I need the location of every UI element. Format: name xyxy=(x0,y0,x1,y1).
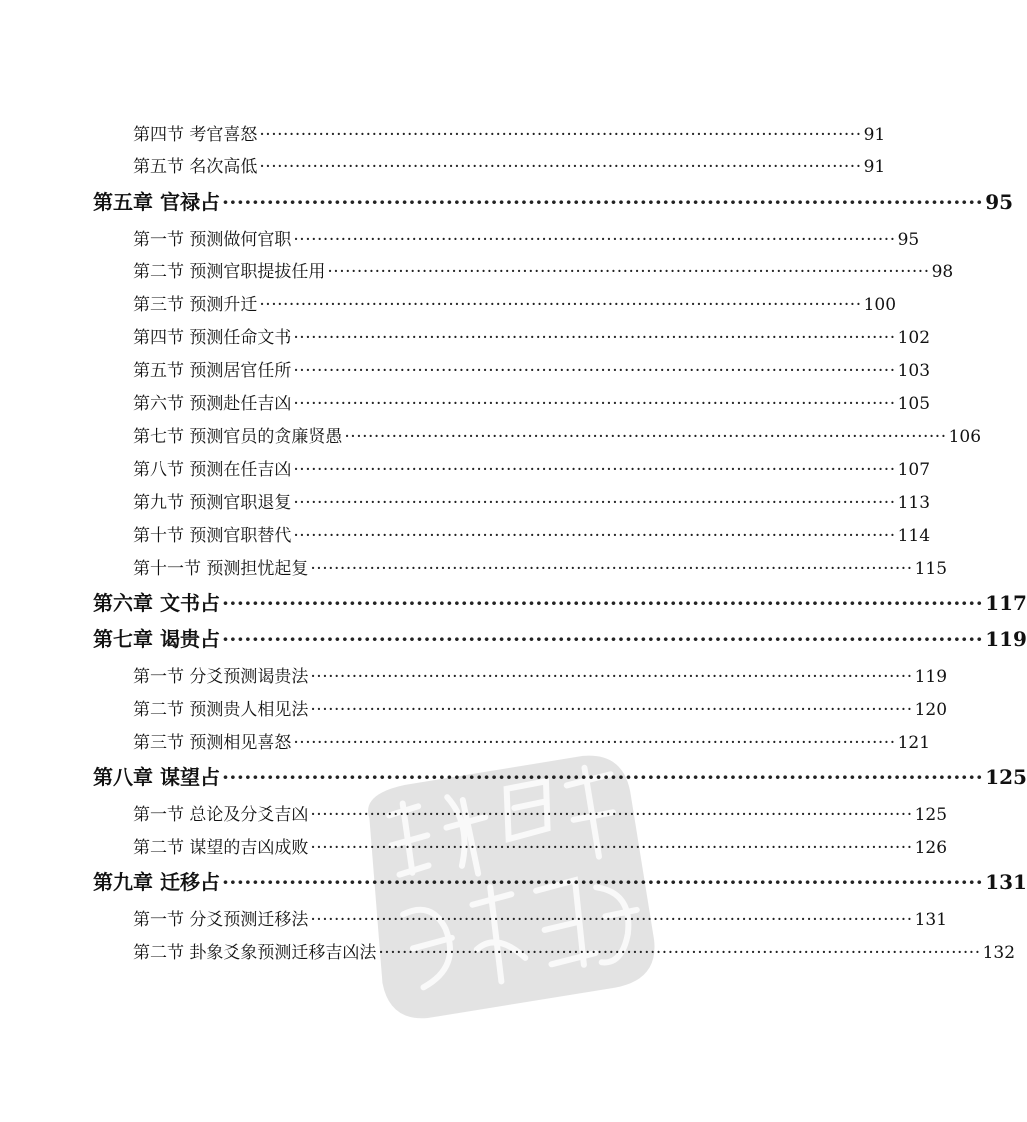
toc-entry xyxy=(133,389,931,414)
toc-chapter xyxy=(93,761,1027,790)
toc-entry xyxy=(133,728,931,753)
toc-chapter xyxy=(93,866,1027,895)
toc-entry-title: 第六节 预测赴任吉凶 xyxy=(133,394,292,414)
toc-entry-title: 第一节 预测做何官职 xyxy=(133,230,292,250)
toc-entry xyxy=(133,800,948,825)
toc-entry-title: 第三节 预测相见喜怒 xyxy=(133,733,292,753)
toc-entry-page: 106 xyxy=(948,427,982,447)
dot-leader: ······································································································ xyxy=(259,125,862,145)
dot-leader: ······································································································ xyxy=(310,700,913,720)
toc-entry xyxy=(133,422,982,447)
dot-leader: ······································································································ xyxy=(221,765,984,789)
toc-chapter-title: 第八章 谋望占 xyxy=(93,765,220,789)
toc-entry-title: 第二节 卦象爻象预测迁移吉凶法 xyxy=(133,943,377,963)
dot-leader: ······································································································ xyxy=(293,733,896,753)
toc-entry-title: 第九节 预测官职退复 xyxy=(133,493,292,513)
toc-entry-page: 95 xyxy=(897,230,920,250)
dot-leader: ······································································································ xyxy=(310,667,913,687)
toc-entry-title: 第二节 谋望的吉凶成败 xyxy=(133,838,309,858)
toc-entry xyxy=(133,488,931,513)
toc-chapter-page: 125 xyxy=(985,765,1027,789)
toc-entry-title: 第七节 预测官员的贪廉贤愚 xyxy=(133,427,343,447)
toc-entry-page: 102 xyxy=(897,328,931,348)
dot-leader: ······································································································ xyxy=(293,493,896,513)
toc-entry xyxy=(133,905,948,930)
toc-entry-page: 105 xyxy=(897,394,931,414)
toc-chapter xyxy=(93,186,1014,215)
dot-leader: ······································································································ xyxy=(259,157,862,177)
toc-entry xyxy=(133,554,948,579)
toc-chapter-title: 第七章 谒贵占 xyxy=(93,627,220,651)
dot-leader: ······································································································ xyxy=(344,427,947,447)
toc-chapter xyxy=(93,623,1027,652)
toc-entry xyxy=(133,938,1016,963)
dot-leader: ······································································································ xyxy=(293,361,896,381)
toc-entry-title: 第十节 预测官职替代 xyxy=(133,526,292,546)
toc-entry-page: 115 xyxy=(914,559,948,579)
toc-entry-title: 第四节 考官喜怒 xyxy=(133,125,258,145)
toc-entry-title: 第十一节 预测担忧起复 xyxy=(133,559,309,579)
toc-entry-title: 第一节 分爻预测迁移法 xyxy=(133,910,309,930)
toc-chapter-page: 119 xyxy=(985,627,1027,651)
toc-entry-page: 121 xyxy=(897,733,931,753)
toc-entry xyxy=(133,662,948,687)
toc-chapter-title: 第五章 官禄占 xyxy=(93,190,220,214)
toc-entry xyxy=(133,120,886,145)
toc-entry xyxy=(133,152,886,177)
toc-entry xyxy=(133,521,931,546)
dot-leader: ······································································································ xyxy=(310,910,913,930)
dot-leader: ······································································································ xyxy=(221,870,984,894)
dot-leader: ······································································································ xyxy=(327,262,930,282)
toc-entry xyxy=(133,323,931,348)
toc-entry-title: 第一节 总论及分爻吉凶 xyxy=(133,805,309,825)
toc-entry-title: 第五节 名次高低 xyxy=(133,157,258,177)
toc-entry-title: 第八节 预测在任吉凶 xyxy=(133,460,292,480)
dot-leader: ······································································································ xyxy=(293,526,896,546)
toc-entry-page: 125 xyxy=(914,805,948,825)
dot-leader: ······································································································ xyxy=(221,190,984,214)
toc-entry-page: 126 xyxy=(914,838,948,858)
toc-entry-page: 119 xyxy=(914,667,948,687)
dot-leader: ······································································································ xyxy=(378,943,981,963)
toc-entry-page: 98 xyxy=(931,262,954,282)
dot-leader: ······································································································ xyxy=(221,591,984,615)
toc-chapter xyxy=(93,587,1027,616)
toc-entry-page: 131 xyxy=(914,910,948,930)
toc-entry xyxy=(133,833,948,858)
toc-entry xyxy=(133,290,897,315)
toc-entry-page: 100 xyxy=(863,295,897,315)
dot-leader: ······································································································ xyxy=(259,295,862,315)
dot-leader: ······································································································ xyxy=(293,460,896,480)
toc-entry-page: 103 xyxy=(897,361,931,381)
toc-entry-page: 91 xyxy=(863,157,886,177)
toc-chapter-title: 第九章 迁移占 xyxy=(93,870,220,894)
toc-entry-page: 132 xyxy=(982,943,1016,963)
toc-entry-title: 第五节 预测居官任所 xyxy=(133,361,292,381)
toc-entry-title: 第四节 预测任命文书 xyxy=(133,328,292,348)
dot-leader: ······································································································ xyxy=(293,230,896,250)
toc-entry-page: 107 xyxy=(897,460,931,480)
dot-leader: ······································································································ xyxy=(293,328,896,348)
dot-leader: ······································································································ xyxy=(310,838,913,858)
toc-entry-page: 120 xyxy=(914,700,948,720)
toc-chapter-page: 95 xyxy=(985,190,1014,214)
toc-entry-page: 91 xyxy=(863,125,886,145)
dot-leader: ······································································································ xyxy=(293,394,896,414)
toc-chapter-page: 117 xyxy=(985,591,1027,615)
dot-leader: ······································································································ xyxy=(221,627,984,651)
toc-entry xyxy=(133,257,954,282)
dot-leader: ······································································································ xyxy=(310,559,913,579)
toc-entry xyxy=(133,225,920,250)
toc-entry-title: 第三节 预测升迁 xyxy=(133,295,258,315)
dot-leader: ······································································································ xyxy=(310,805,913,825)
toc-entry xyxy=(133,455,931,480)
toc-entry-page: 113 xyxy=(897,493,931,513)
toc-chapter-title: 第六章 文书占 xyxy=(93,591,220,615)
toc-entry-title: 第二节 预测贵人相见法 xyxy=(133,700,309,720)
toc-entry xyxy=(133,695,948,720)
toc-entry-page: 114 xyxy=(897,526,931,546)
toc-entry-title: 第一节 分爻预测谒贵法 xyxy=(133,667,309,687)
toc-chapter-page: 131 xyxy=(985,870,1027,894)
toc-entry-title: 第二节 预测官职提拔任用 xyxy=(133,262,326,282)
toc-entry xyxy=(133,356,931,381)
